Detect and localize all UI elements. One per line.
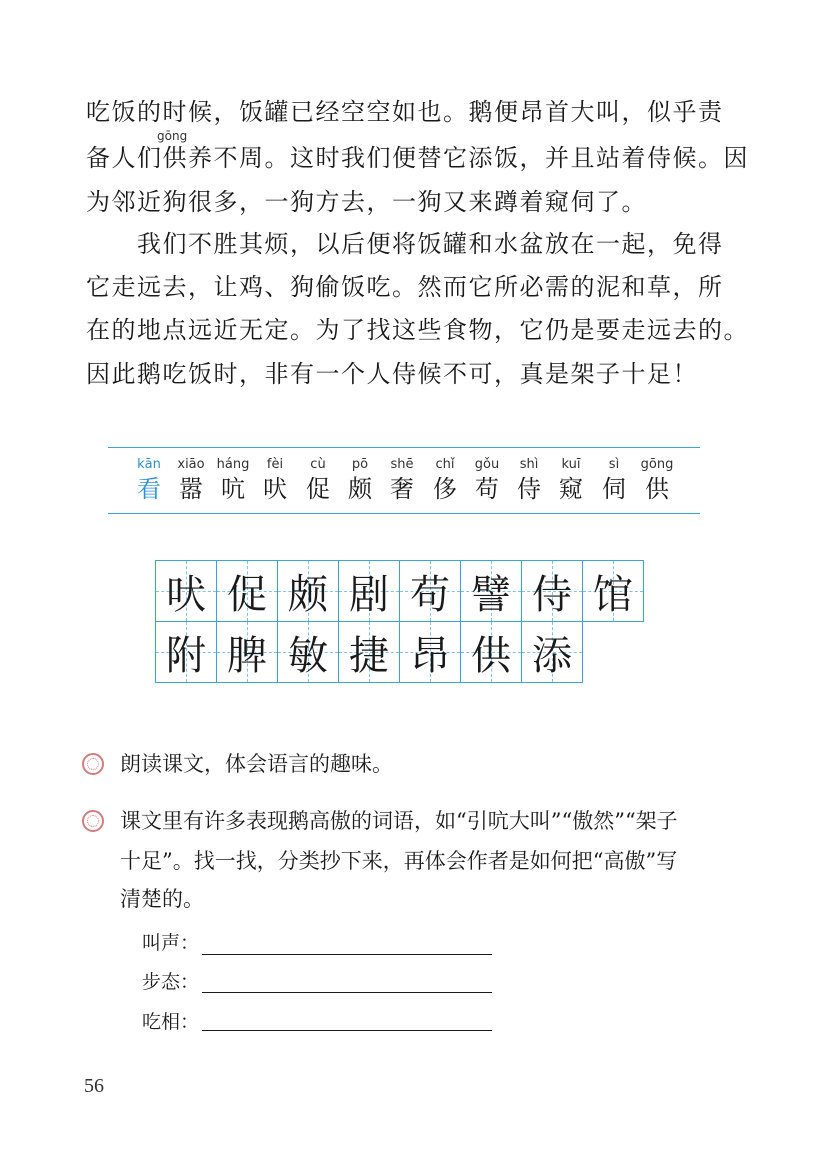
vocab-char: 促 [306, 475, 330, 503]
passage-line: 为邻近狗很多，一狗方去，一狗又来蹲着窥伺了。 [86, 188, 647, 216]
passage-line: 我们不胜其烦，以后便将饭罐和水盆放在一起，免得 [86, 230, 724, 258]
grid-char: 促 [227, 571, 267, 618]
vocab-char: 窥 [559, 475, 583, 503]
fill-blank-gait[interactable] [202, 992, 492, 993]
vocab-item [213, 456, 253, 504]
vocab-char: 颇 [348, 475, 372, 503]
grid-cell [582, 560, 644, 622]
vocab-item [171, 456, 211, 504]
vocab-char: 侈 [433, 475, 457, 503]
fill-blank-eating[interactable] [202, 1030, 492, 1031]
vocab-pinyin: gǒu [474, 457, 500, 472]
fill-label-gait: 步态： [142, 971, 200, 993]
grid-char: 供 [471, 632, 511, 679]
grid-cell [521, 560, 583, 622]
vocab-char: 伺 [602, 475, 626, 503]
vocab-char: 吠 [263, 475, 287, 503]
grid-row-2 [155, 621, 582, 683]
grid-row-1 [155, 560, 643, 622]
vocab-item [637, 456, 677, 504]
vocab-char: 供 [645, 475, 669, 503]
grid-char: 昂 [410, 632, 450, 679]
exercise-seal-icon [82, 753, 104, 775]
vocab-pinyin: shē [390, 457, 414, 472]
vocab-char: 苟 [475, 475, 499, 503]
vocab-pinyin: kān [137, 457, 161, 472]
grid-char: 吠 [166, 571, 206, 618]
grid-cell [460, 621, 522, 683]
vocab-item [594, 456, 634, 504]
vocab-pinyin: kuī [561, 457, 581, 472]
vocab-item [551, 456, 591, 504]
grid-char: 敏 [288, 632, 328, 679]
vocab-item [425, 456, 465, 504]
vocab-item [340, 456, 380, 504]
vocab-char: 侍 [517, 475, 541, 503]
grid-char: 脾 [227, 632, 267, 679]
vocab-item [129, 456, 169, 504]
grid-char: 苟 [410, 571, 450, 618]
grid-cell [399, 560, 461, 622]
exercise-2-text: 清楚的。 [120, 887, 204, 911]
grid-char: 馆 [593, 571, 633, 618]
vocab-item [382, 456, 422, 504]
passage-line: 因此鹅吃饭时，非有一个人侍候不可，真是架子十足！ [86, 360, 698, 388]
vocab-pinyin: pō [351, 457, 369, 472]
vocab-item [509, 456, 549, 504]
vocab-char: 吭 [221, 475, 245, 503]
vocab-pinyin: háng [216, 457, 250, 472]
grid-cell [460, 560, 522, 622]
fill-blank-call[interactable] [202, 954, 492, 955]
page-number: 56 [84, 1075, 104, 1097]
grid-cell [216, 560, 278, 622]
grid-cell [155, 560, 217, 622]
grid-char: 附 [166, 632, 206, 679]
grid-cell [155, 621, 217, 683]
grid-cell [277, 621, 339, 683]
vocab-char: 看 [137, 475, 161, 503]
exercise-2-text: 课文里有许多表现鹅高傲的词语，如“引吭大叫”“傲然”“架子 [120, 809, 678, 833]
vocab-char: 嚣 [179, 475, 203, 503]
strip-top-rule [108, 447, 700, 448]
grid-cell [521, 621, 583, 683]
exercise-2-text: 十足”。找一找，分类抄下来，再体会作者是如何把“高傲”写 [120, 849, 678, 873]
grid-cell [277, 560, 339, 622]
grid-char: 侍 [532, 571, 572, 618]
vocab-pinyin: shì [519, 457, 539, 472]
fill-label-call: 叫声： [142, 932, 200, 954]
grid-cell [399, 621, 461, 683]
passage-line: 在的地点远近无定。为了找这些食物，它仍是要走远去的。 [86, 316, 749, 344]
vocab-pinyin: sì [608, 457, 620, 472]
exercise-1-text: 朗读课文，体会语言的趣味。 [120, 752, 393, 776]
vocab-pinyin: fèi [266, 457, 284, 472]
grid-char: 颇 [288, 571, 328, 618]
grid-char: 添 [532, 632, 572, 679]
grid-cell [216, 621, 278, 683]
vocab-pinyin: gōng [640, 457, 674, 472]
strip-bottom-rule [108, 513, 700, 514]
vocab-pinyin: chǐ [435, 457, 455, 472]
vocab-item [467, 456, 507, 504]
grid-char: 譬 [471, 571, 511, 618]
grid-cell [338, 621, 400, 683]
passage-line: 吃饭的时候，饭罐已经空空如也。鹅便昂首大叫，似乎责 [86, 98, 724, 126]
grid-char: 捷 [349, 632, 389, 679]
passage-line: 备人们供养不周。这时我们便替它添饭，并且站着侍候。因 [86, 144, 749, 172]
grid-char: 剧 [349, 571, 389, 618]
exercise-seal-icon [82, 810, 104, 832]
fill-label-eating: 吃相： [142, 1011, 200, 1033]
passage-line: 它走远去，让鸡、狗偷饭吃。然而它所必需的泥和草，所 [86, 273, 724, 301]
vocab-item [255, 456, 295, 504]
pinyin-annotation: gōng [157, 129, 188, 143]
grid-cell [338, 560, 400, 622]
vocab-pinyin: cù [310, 457, 326, 472]
vocab-item [298, 456, 338, 504]
vocab-pinyin: xiāo [177, 457, 205, 472]
vocab-char: 奢 [390, 475, 414, 503]
